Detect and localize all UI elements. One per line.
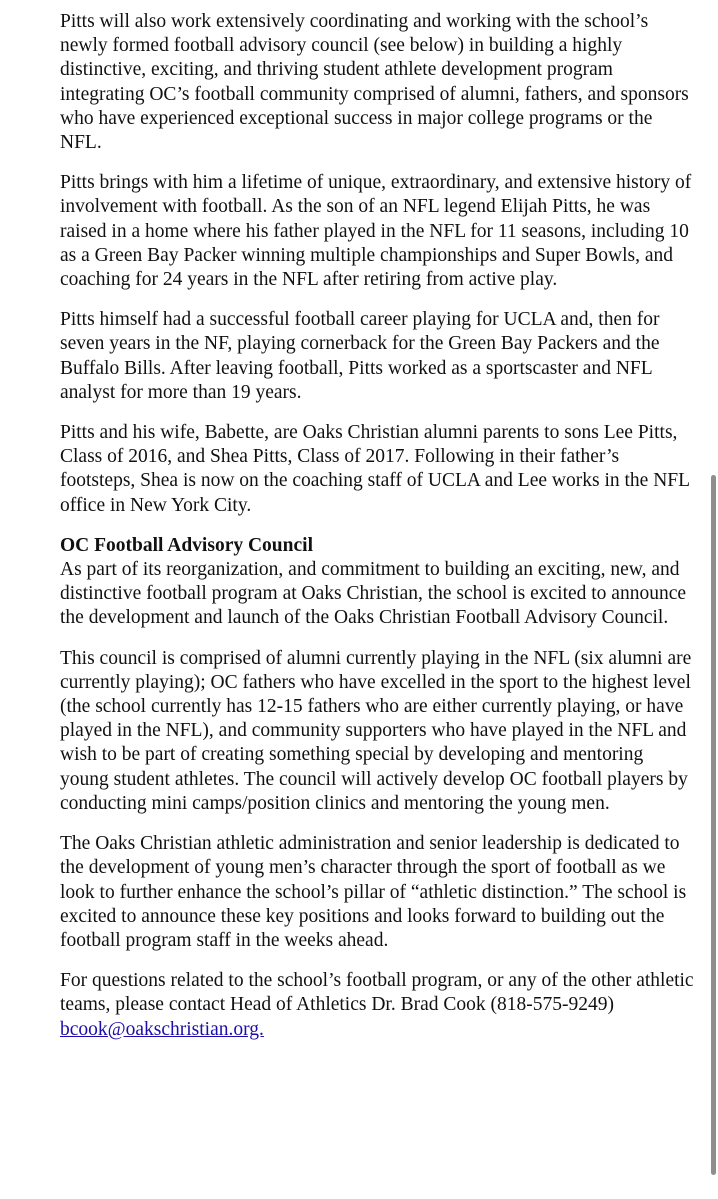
paragraph-leadership: The Oaks Christian athletic administration and senior leadership is dedicated to the development of young men’s character through the sport of football as we look to further enhance the school’s pillar of “athletic distinction.” The school is excited to announce these key positions and looks forward to building out the football program staff in the weeks ahead.	[60, 833, 687, 951]
paragraph-pitts-family: Pitts and his wife, Babette, are Oaks Christian alumni parents to sons Lee Pitts, Class of 2016, and Shea Pitts, Class of 2017. Following in their father’s footsteps, Shea is now on the coaching staff of UCLA and Lee works in the NFL office in New York City.	[60, 422, 690, 516]
paragraph-council-members: This council is comprised of alumni currently playing in the NFL (six alumni are currently playing); OC fathers who have excelled in the sport to the highest level (the school currently has 12-15 fathers who are either currently playing, or have played in the NFL), and community supporters who have played in the NFL and wish to be part of creating something special by developing and mentoring young student athletes. The council will actively develop OC football players by conducting mini camps/position clinics and mentoring the young men.	[60, 647, 692, 814]
scrollbar-thumb[interactable]	[711, 475, 716, 1175]
council-intro: As part of its reorganization, and commitment to building an exciting, new, and distinctive football program at Oaks Christian, the school is excited to announce the development and launch of the Oaks Christian Football Advisory Council.	[60, 559, 687, 629]
paragraph-contact	[60, 969, 696, 1042]
paragraph-advisory-role: Pitts will also work extensively coordinating and working with the school’s newly formed football advisory council (see below) in building a highly distinctive, exciting, and thriving student athlete development program integrating OC’s football community comprised of alumni, fathers, and sponsors who have experienced exceptional success in major college programs or the NFL.	[60, 11, 689, 154]
paragraph-pitts-career: Pitts himself had a successful football career playing for UCLA and, then for seven years in the NF, playing cornerback for the Green Bay Packers and the Buffalo Bills. After leaving football, Pitts worked as a sportscaster and NFL analyst for more than 19 years.	[60, 309, 660, 403]
article-body	[60, 10, 696, 1058]
council-heading: OC Football Advisory Council	[60, 534, 313, 556]
council-section	[60, 534, 696, 631]
contact-text: For questions related to the school’s football program, or any of the other athletic teams, please contact Head of Athletics Dr. Brad Cook (818-575-9249)	[60, 970, 694, 1016]
contact-email-link[interactable]: bcook@oakschristian.org.	[60, 1018, 264, 1040]
paragraph-pitts-history: Pitts brings with him a lifetime of unique, extraordinary, and extensive history of involvement with football. As the son of an NFL legend Elijah Pitts, he was raised in a home where his father played in the NFL for 11 seasons, including 10 as a Green Bay Packer winning multiple championships and Super Bowls, and coaching for 24 years in the NFL after retiring from active play.	[60, 172, 692, 291]
